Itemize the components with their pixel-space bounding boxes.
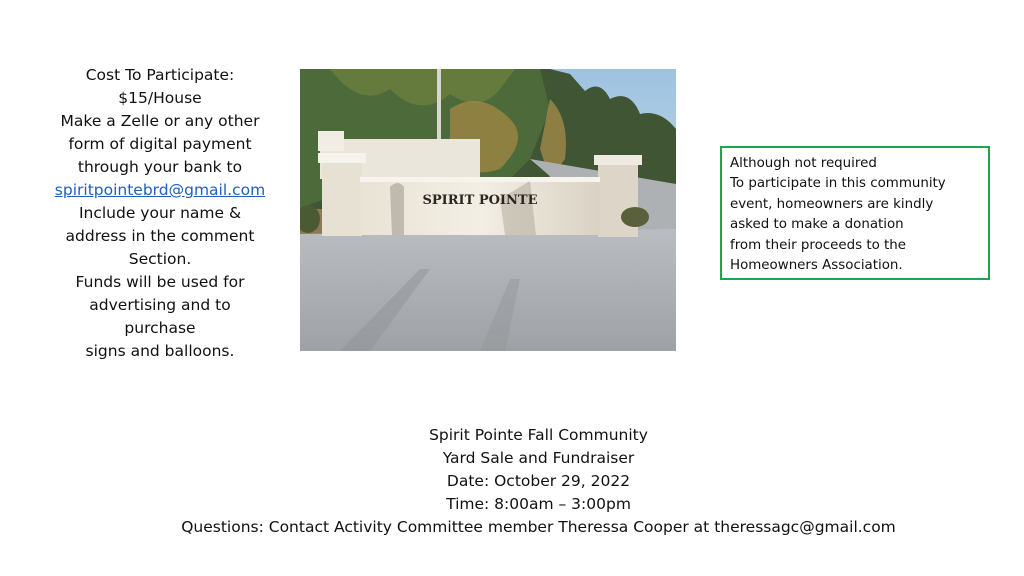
funds-line: signs and balloons. [85, 342, 235, 360]
spirit-pointe-entrance-photo [300, 69, 676, 351]
note-line: from their proceeds to the [730, 237, 907, 253]
instruction-line: Include your name & [78, 204, 242, 222]
cost-to-participate-block [40, 64, 280, 363]
cost-heading: Cost To Participate: [85, 66, 235, 84]
event-details-block [0, 424, 1024, 539]
note-line: Homeowners Association. [730, 258, 903, 274]
payment-line: through your bank to [77, 158, 243, 176]
payment-line: form of digital payment [68, 135, 252, 153]
instruction-line: address in the comment [65, 227, 255, 245]
donation-note-box [720, 146, 990, 280]
event-subtitle: Yard Sale and Fundraiser [442, 449, 635, 467]
event-title: Spirit Pointe Fall Community [429, 426, 648, 444]
instruction-line: Section. [128, 250, 192, 268]
sign-text: SPIRIT POINTE [422, 193, 538, 208]
funds-line: Funds will be used for [75, 273, 245, 291]
board-email-link[interactable]: spiritpointebrd@gmail.com [54, 181, 266, 199]
note-line: Although not required [730, 156, 877, 171]
funds-line: advertising and to [89, 296, 231, 314]
payment-line: Make a Zelle or any other [60, 112, 260, 130]
funds-line: purchase [124, 319, 196, 337]
cost-amount: $15/House [118, 89, 202, 107]
note-line: event, homeowners are kindly [730, 196, 934, 212]
note-line: To participate in this community [730, 176, 946, 192]
note-line: asked to make a donation [730, 217, 904, 233]
event-contact: Questions: Contact Activity Committee member Theressa Cooper at theressagc@gmail.com [181, 518, 896, 536]
event-date: Date: October 29, 2022 [446, 472, 631, 490]
event-time: Time: 8:00am – 3:00pm [446, 495, 631, 513]
